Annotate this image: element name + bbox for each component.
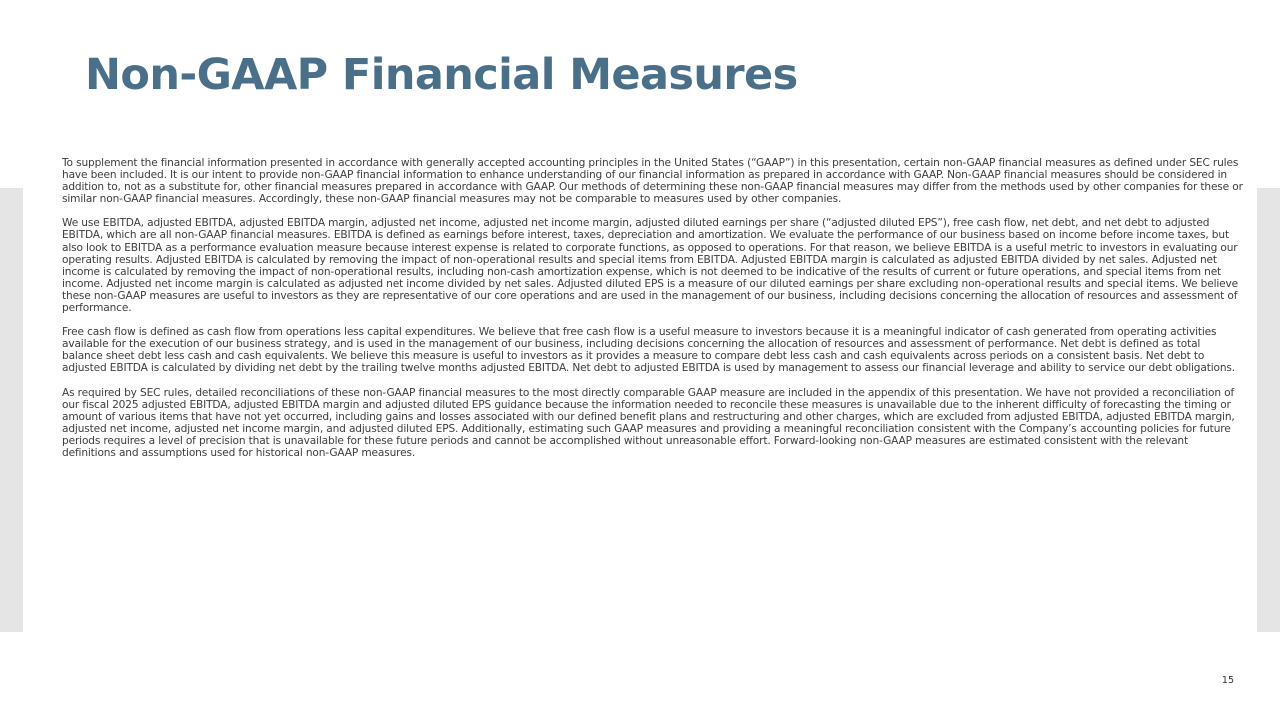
paragraph-reconciliations: As required by SEC rules, detailed reconciliations of these non-GAAP financial measures to the most directly comparable GAAP measure are included in the appendix of this presentation. We have not provided a reconciliation of our fiscal 2025 adjusted EBITDA, adjusted EBITDA margin and adjusted diluted EPS guidance because the information needed to reconcile these measures is unavailable due to the inherent difficulty of forecasting the timing or amount of various items that have not yet occurred, including gains and losses associated with our defined benefit plans and restructuring and other charges, which are excluded from adjusted EBITDA, adjusted EBITDA margin, adjusted net income, adjusted net income margin, and adjusted diluted EPS. Additionally, estimating such GAAP measures and providing a meaningful reconciliation consistent with the Company’s accounting policies for future periods requires a level of precision that is unavailable for these future periods and cannot be accomplished without unreasonable effort. Forward-looking non-GAAP measures are estimated consistent with the relevant definitions and assumptions used for historical non-GAAP measures. xyxy=(62,386,1235,459)
slide-title: Non-GAAP Financial Measures xyxy=(85,50,798,100)
paragraph-ebitda: We use EBITDA, adjusted EBITDA, adjusted EBITDA margin, adjusted net income, adjusted net income margin, adjusted diluted earnings per share (“adjusted diluted EPS”), free cash flow, net debt, and net debt to adjusted EBITDA, which are all non-GAAP financial measures. EBITDA is defined as earnings before interest, taxes, depreciation and amortization. We evaluate the performance of our business based on income before income taxes, but also look to EBITDA as a performance evaluation measure because interest expense is related to corporate functions, as opposed to operations. For that reason, we believe EBITDA is a useful metric to investors in evaluating our operating results. Adjusted EBITDA is calculated by removing the impact of non-operational results and special items from EBITDA. Adjusted EBITDA margin is calculated as adjusted EBITDA divided by net sales. Adjusted net income is calculated by removing the impact of non-operational results, including non-cash amortization expense, which is not deemed to be indicative of the results of current or future operations, and special items from net income. Adjusted net income margin is calculated as adjusted net income divided by net sales. Adjusted diluted EPS is a measure of our diluted earnings per share excluding non-operational results and special items. We believe these non-GAAP measures are useful to investors as they are representative of our core operations and are used in the management of our business, including decisions concerning the allocation of resources and assessment of performance. xyxy=(62,217,1239,315)
paragraph-free-cash-flow: Free cash flow is defined as cash flow from operations less capital expenditures. We believe that free cash flow is a useful measure to investors because it is a meaningful indicator of cash generated from operating activities available for the execution of our business strategy, and is used in the management of our business, including decisions concerning the allocation of resources and assessment of performance. Net debt is defined as total balance sheet debt less cash and cash equivalents. We believe this measure is useful to investors as it provides a measure to compare debt less cash and cash equivalents across periods on a consistent basis. Net debt to adjusted EBITDA is calculated by dividing net debt by the trailing twelve months adjusted EBITDA. Net debt to adjusted EBITDA is used by management to assess our financial leverage and ability to service our debt obligations. xyxy=(62,326,1235,375)
right-side-band xyxy=(1257,188,1280,632)
page-number: 15 xyxy=(1221,675,1234,686)
left-side-band xyxy=(0,188,23,632)
body-text xyxy=(62,157,1244,471)
paragraph-gaap-intro: To supplement the financial information presented in accordance with generally accepted accounting principles in the United States (“GAAP”) in this presentation, certain non-GAAP financial measures as defined under SEC rules have been included. It is our intent to provide non-GAAP financial information to enhance understanding of our financial information as prepared in accordance with GAAP. Non-GAAP financial measures should be considered in addition to, not as a substitute for, other financial measures prepared in accordance with GAAP. Our methods of determining these non-GAAP financial measures may differ from the methods used by other companies for these or similar non-GAAP financial measures. Accordingly, these non-GAAP financial measures may not be comparable to measures used by other companies. xyxy=(62,157,1243,206)
